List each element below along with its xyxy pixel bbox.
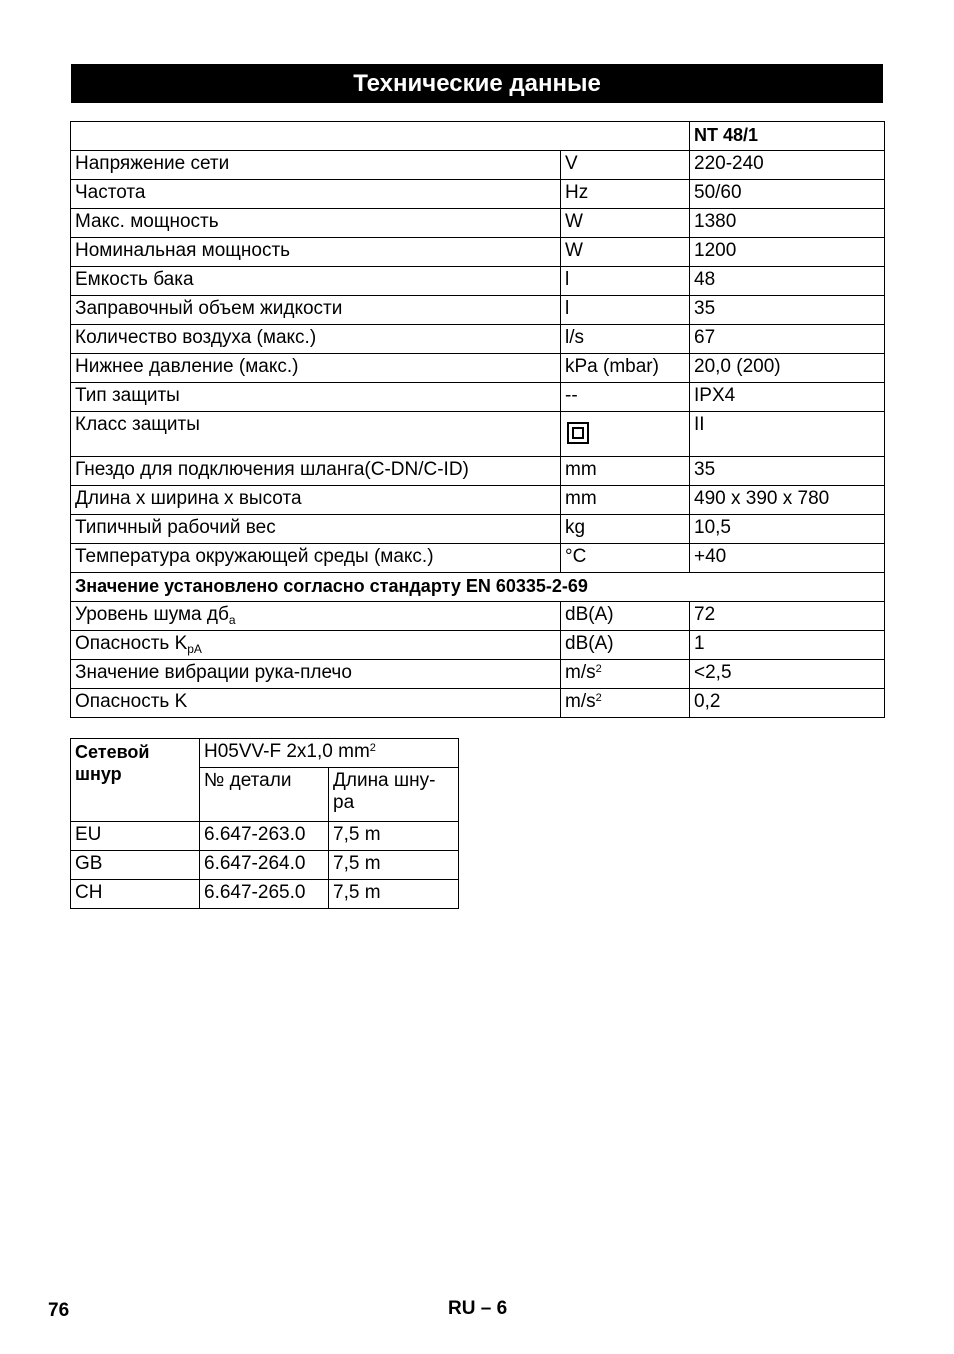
table-row bbox=[71, 151, 885, 180]
value-cell: 1200 bbox=[690, 238, 885, 267]
table-row bbox=[71, 880, 459, 909]
table-row bbox=[71, 296, 885, 325]
table-row bbox=[71, 602, 885, 631]
unit-cell: W bbox=[561, 209, 690, 238]
param-cell: Опасность K bbox=[71, 689, 561, 718]
value-cell: 0,2 bbox=[690, 689, 885, 718]
table-row bbox=[71, 325, 885, 354]
part-number-header: № детали bbox=[200, 768, 329, 822]
param-subscript: pA bbox=[187, 642, 202, 656]
unit-superscript: 2 bbox=[595, 692, 602, 704]
table-row bbox=[71, 383, 885, 412]
unit-cell: W bbox=[561, 238, 690, 267]
unit-cell bbox=[561, 689, 690, 718]
value-cell: 1380 bbox=[690, 209, 885, 238]
param-cell: Нижнее давление (макс.) bbox=[71, 354, 561, 383]
unit-cell: mm bbox=[561, 457, 690, 486]
value-cell: 48 bbox=[690, 267, 885, 296]
table-row bbox=[71, 689, 885, 718]
part-cell: 6.647-263.0 bbox=[200, 822, 329, 851]
value-cell: 35 bbox=[690, 296, 885, 325]
value-cell: 50/60 bbox=[690, 180, 885, 209]
table-row bbox=[71, 515, 885, 544]
value-cell: II bbox=[690, 412, 885, 457]
header-empty-cell bbox=[71, 122, 690, 151]
unit-cell: V bbox=[561, 151, 690, 180]
cable-type-row bbox=[71, 739, 459, 768]
value-cell: 1 bbox=[690, 631, 885, 660]
page-title: Технические данные bbox=[71, 64, 883, 103]
table-row bbox=[71, 238, 885, 267]
table-row bbox=[71, 354, 885, 383]
model-header: NT 48/1 bbox=[690, 122, 885, 151]
table-row bbox=[71, 180, 885, 209]
value-cell: 20,0 (200) bbox=[690, 354, 885, 383]
section-page-label: RU – 6 bbox=[448, 1298, 508, 1319]
table-header-row bbox=[71, 122, 885, 151]
param-cell: Емкость бака bbox=[71, 267, 561, 296]
value-cell: 490 x 390 x 780 bbox=[690, 486, 885, 515]
unit-text: m/s bbox=[565, 662, 596, 683]
value-cell: 67 bbox=[690, 325, 885, 354]
value-cell: 220-240 bbox=[690, 151, 885, 180]
value-cell: 72 bbox=[690, 602, 885, 631]
unit-cell bbox=[561, 412, 690, 457]
table-row bbox=[71, 457, 885, 486]
table-row bbox=[71, 209, 885, 238]
page-number: 76 bbox=[48, 1300, 70, 1321]
table-row bbox=[71, 267, 885, 296]
region-cell: CH bbox=[71, 880, 200, 909]
unit-cell: mm bbox=[561, 486, 690, 515]
param-text: Уровень шума дб bbox=[75, 604, 229, 625]
value-cell: +40 bbox=[690, 544, 885, 573]
unit-superscript: 2 bbox=[595, 663, 602, 675]
unit-cell bbox=[561, 660, 690, 689]
table-row bbox=[71, 544, 885, 573]
length-header: Длина шну-ра bbox=[329, 768, 459, 822]
param-cell: Частота bbox=[71, 180, 561, 209]
cable-type-superscript: 2 bbox=[369, 742, 376, 754]
cable-heading: Сетевой шнур bbox=[71, 739, 200, 822]
standard-heading: Значение установлено согласно стандарту EN 60335-2-69 bbox=[71, 573, 885, 602]
region-cell: EU bbox=[71, 822, 200, 851]
param-cell bbox=[71, 631, 561, 660]
cable-type-text: H05VV-F 2x1,0 mm bbox=[204, 741, 370, 762]
param-cell: Тип защиты bbox=[71, 383, 561, 412]
param-cell bbox=[71, 602, 561, 631]
unit-cell: l bbox=[561, 267, 690, 296]
table-row bbox=[71, 486, 885, 515]
power-cord-table bbox=[70, 738, 459, 909]
param-cell: Гнездо для подключения шланга(C-DN/C-ID) bbox=[71, 457, 561, 486]
technical-data-table bbox=[70, 121, 885, 718]
param-cell: Температура окружающей среды (макс.) bbox=[71, 544, 561, 573]
protection-class-ii-icon bbox=[567, 422, 589, 444]
value-cell: <2,5 bbox=[690, 660, 885, 689]
param-cell: Количество воздуха (макс.) bbox=[71, 325, 561, 354]
param-cell: Заправочный объем жидкости bbox=[71, 296, 561, 325]
table-row bbox=[71, 822, 459, 851]
param-subscript: a bbox=[228, 613, 236, 627]
param-cell: Класс защиты bbox=[71, 412, 561, 457]
value-cell: 10,5 bbox=[690, 515, 885, 544]
length-cell: 7,5 m bbox=[329, 822, 459, 851]
table-row bbox=[71, 631, 885, 660]
param-text: Опасность K bbox=[75, 633, 188, 654]
unit-cell: Hz bbox=[561, 180, 690, 209]
length-cell: 7,5 m bbox=[329, 880, 459, 909]
value-cell: IPX4 bbox=[690, 383, 885, 412]
part-cell: 6.647-265.0 bbox=[200, 880, 329, 909]
unit-cell: -- bbox=[561, 383, 690, 412]
unit-cell: l/s bbox=[561, 325, 690, 354]
part-cell: 6.647-264.0 bbox=[200, 851, 329, 880]
unit-cell: dB(A) bbox=[561, 602, 690, 631]
section-heading-row bbox=[71, 573, 885, 602]
param-cell: Типичный рабочий вес bbox=[71, 515, 561, 544]
value-cell: 35 bbox=[690, 457, 885, 486]
cable-type-cell bbox=[200, 739, 459, 768]
unit-text: m/s bbox=[565, 691, 596, 712]
unit-cell: l bbox=[561, 296, 690, 325]
param-cell: Длина x ширина x высота bbox=[71, 486, 561, 515]
region-cell: GB bbox=[71, 851, 200, 880]
table-row bbox=[71, 660, 885, 689]
unit-cell: °C bbox=[561, 544, 690, 573]
table-row bbox=[71, 412, 885, 457]
table-row bbox=[71, 851, 459, 880]
param-cell: Значение вибрации рука-плечо bbox=[71, 660, 561, 689]
length-cell: 7,5 m bbox=[329, 851, 459, 880]
param-cell: Напряжение сети bbox=[71, 151, 561, 180]
unit-cell: dB(A) bbox=[561, 631, 690, 660]
unit-cell: kg bbox=[561, 515, 690, 544]
unit-cell: kPa (mbar) bbox=[561, 354, 690, 383]
param-cell: Макс. мощность bbox=[71, 209, 561, 238]
param-cell: Номинальная мощность bbox=[71, 238, 561, 267]
